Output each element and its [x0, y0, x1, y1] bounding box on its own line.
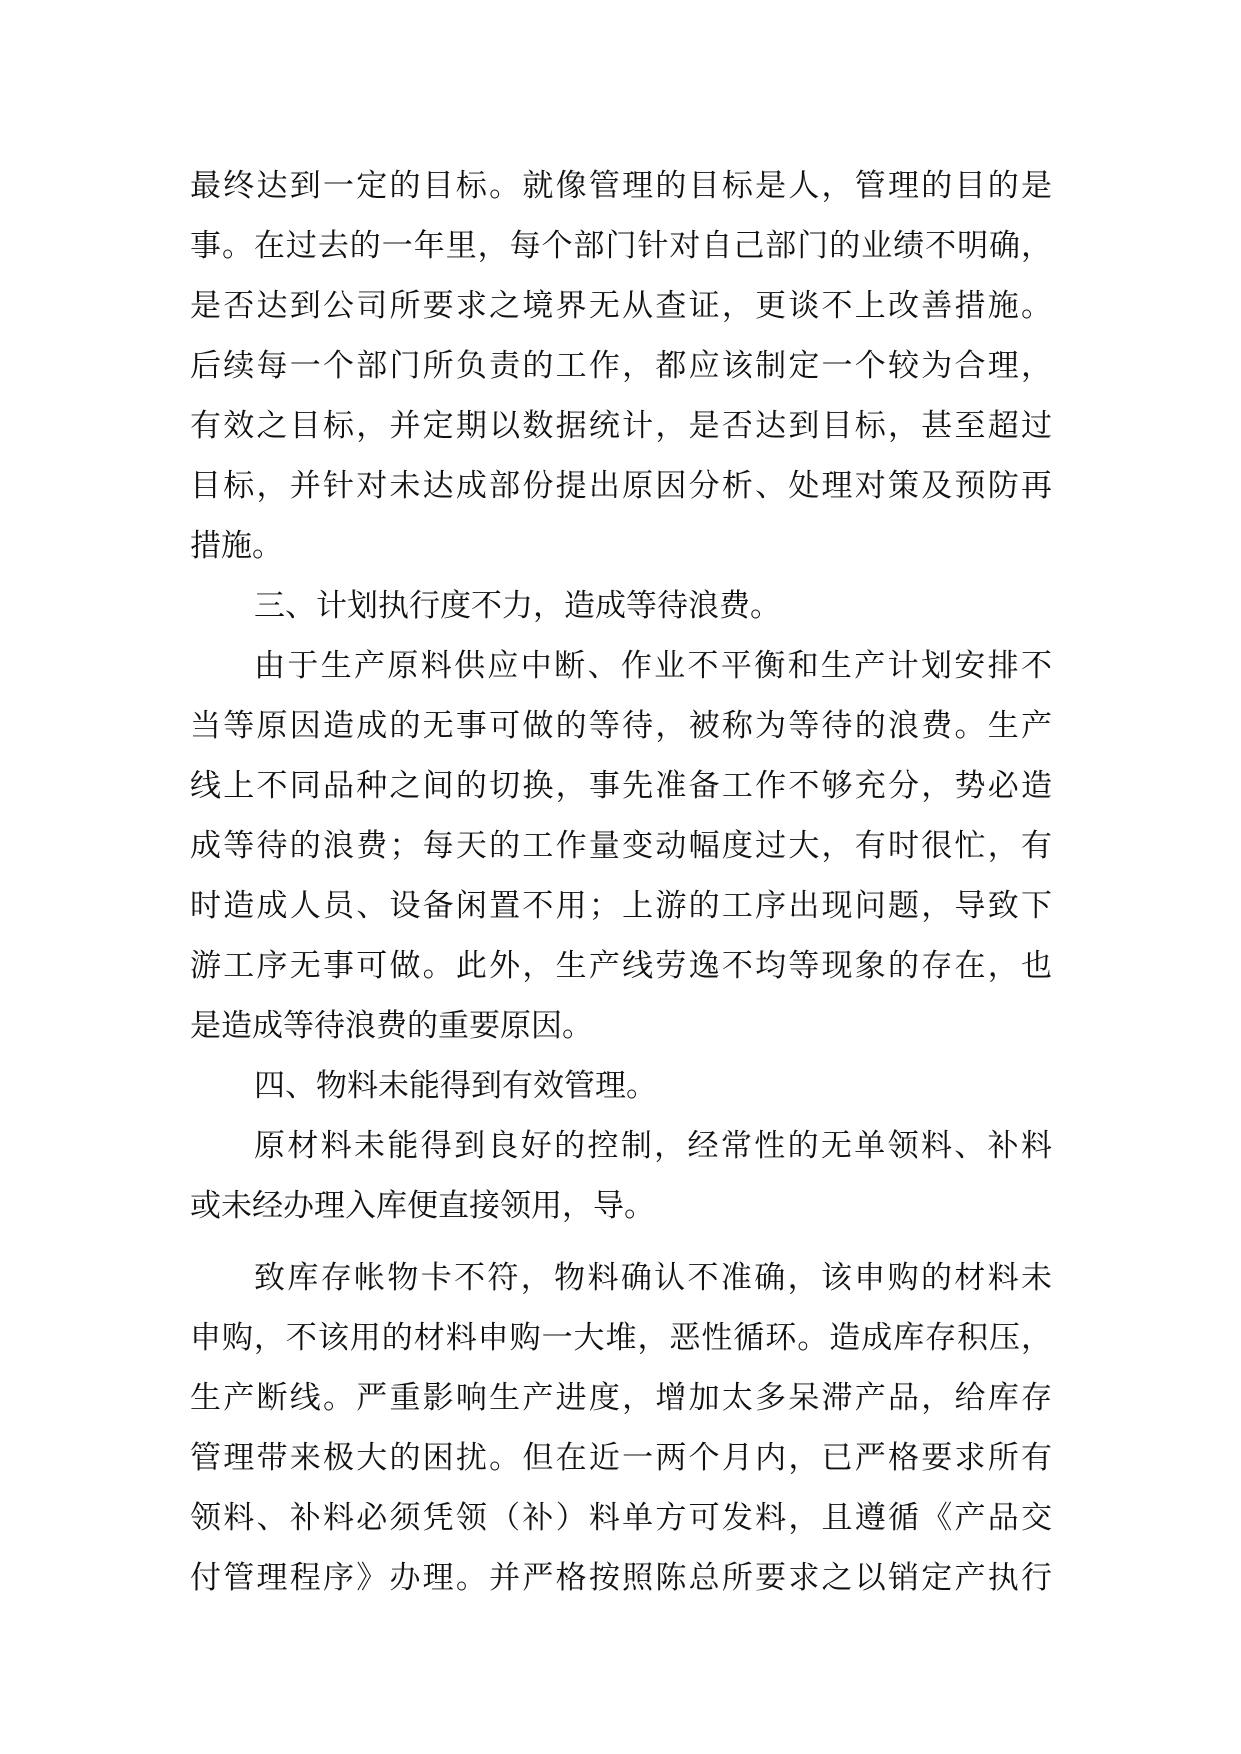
text-line: 致库存帐物卡不符，物料确认不准确，该申购的材料未 — [254, 1260, 1052, 1296]
text-line: 时造成人员、设备闲置不用；上游的工序出现问题，导致下 — [190, 888, 1052, 924]
text-line: 管理带来极大的困扰。但在近一两个月内，已严格要求所有 — [190, 1440, 1052, 1476]
text-line: 领料、补料必须凭领（补）料单方可发料，且遵循《产品交 — [190, 1500, 1052, 1536]
text-line: 由于生产原料供应中断、作业不平衡和生产计划安排不 — [254, 648, 1052, 684]
text-line: 事。在过去的一年里，每个部门针对自己部门的业绩不明确， — [190, 228, 1052, 264]
text-line: 三、计划执行度不力，造成等待浪费。 — [254, 588, 781, 624]
text-line: 生产断线。严重影响生产进度，增加太多呆滞产品，给库存 — [190, 1380, 1052, 1416]
text-line: 线上不同品种之间的切换，事先准备工作不够充分，势必造 — [190, 768, 1052, 804]
text-line: 有效之目标，并定期以数据统计，是否达到目标，甚至超过 — [190, 408, 1052, 444]
text-line: 最终达到一定的目标。就像管理的目标是人，管理的目的是 — [190, 168, 1052, 204]
text-line: 成等待的浪费；每天的工作量变动幅度过大，有时很忙，有 — [190, 828, 1052, 864]
text-line: 或未经办理入库便直接领用，导。 — [190, 1188, 655, 1224]
text-line: 后续每一个部门所负责的工作，都应该制定一个较为合理， — [190, 348, 1052, 384]
text-line: 目标，并针对未达成部份提出原因分析、处理对策及预防再 — [190, 468, 1052, 504]
text-line: 当等原因造成的无事可做的等待，被称为等待的浪费。生产 — [190, 708, 1052, 744]
text-line: 付管理程序》办理。并严格按照陈总所要求之以销定产执行 — [190, 1560, 1052, 1596]
text-line: 四、物料未能得到有效管理。 — [254, 1068, 657, 1104]
text-line: 是造成等待浪费的重要原因。 — [190, 1008, 593, 1044]
text-line: 是否达到公司所要求之境界无从查证，更谈不上改善措施。 — [190, 288, 1052, 324]
text-line: 措施。 — [190, 528, 283, 564]
text-line: 游工序无事可做。此外，生产线劳逸不均等现象的存在，也 — [190, 948, 1052, 984]
text-line: 原材料未能得到良好的控制，经常性的无单领料、补料 — [254, 1128, 1052, 1164]
text-line: 申购，不该用的材料申购一大堆，恶性循环。造成库存积压， — [190, 1320, 1052, 1356]
document-body — [190, 156, 1052, 1608]
